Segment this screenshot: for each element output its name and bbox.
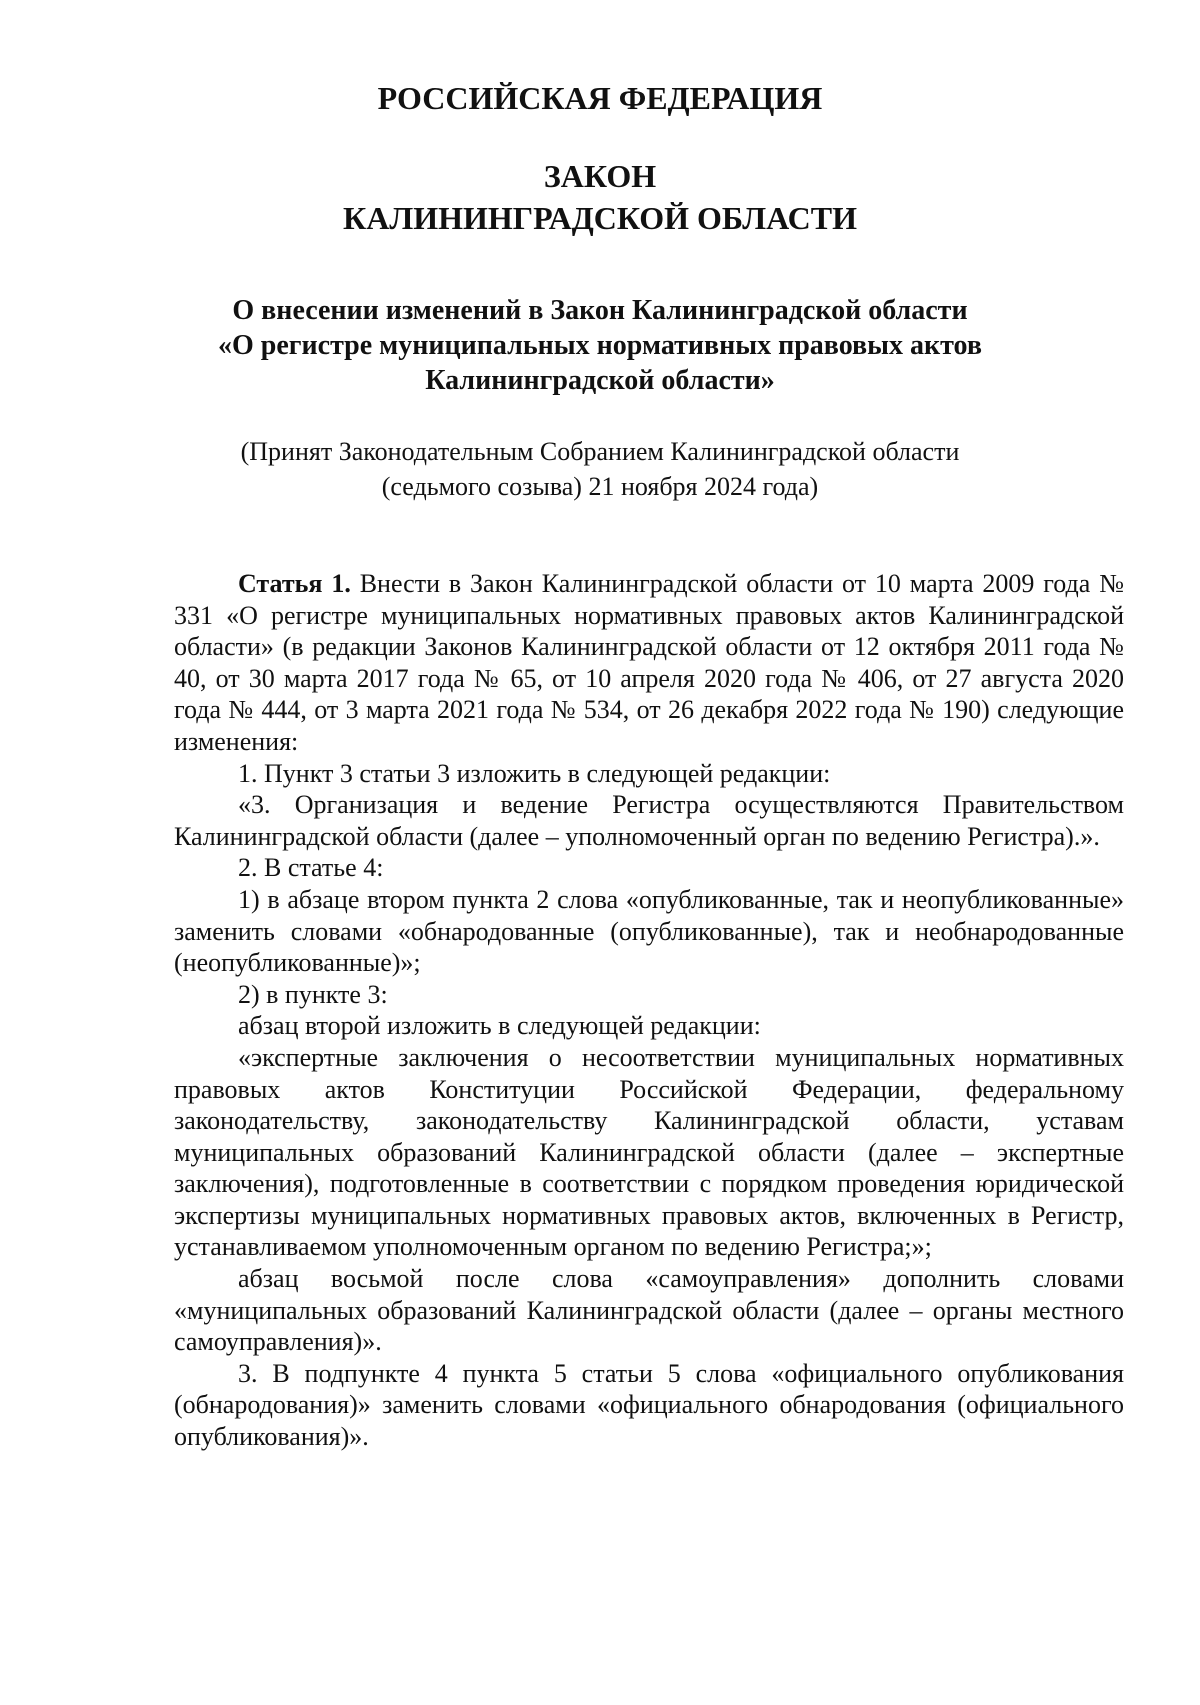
item-1-text: «3. Организация и ведение Регистра осуществляются Правительством Калининградской области (далее – уполномоченный орган по ведению Регистра).». [174, 790, 1124, 851]
law-subject-line-2: «О регистре муниципальных нормативных правовых актов [218, 330, 982, 361]
law-subject-line-1: О внесении изменений в Закон Калининградской области [232, 295, 968, 326]
item-2-subitem-2-paragraph-a: абзац второй изложить в следующей редакции: [238, 1011, 761, 1041]
country-name: РОССИЙСКАЯ ФЕДЕРАЦИЯ [377, 80, 823, 116]
item-1-heading: 1. Пункт 3 статьи 3 изложить в следующей редакции: [238, 758, 831, 788]
adoption-note-line-2: (седьмого созыва) 21 ноября 2024 года) [381, 472, 819, 501]
item-2-subitem-2: 2) в пункте 3: [238, 979, 388, 1009]
article-1-intro-text: Внести в Закон Калининградской области от 10 марта 2009 года № 331 «О регистре муниципальных нормативных правовых актов Калининградской области» (в редакции Законов Калининградской области от 12 октября 2011 года № 40, от 30 марта 2017 года № 65, от 10 апреля 2020 года № 406, от 27 августа 2020 года № 444, от 3 марта 2021 года № 534, от 26 декабря 2022 года № 190) следующие изменения: [174, 569, 1125, 756]
item-3-text: 3. В подпункте 4 пункта 5 статьи 5 слова «официального опубликования (обнародования)» заменить словами «официального обнародования (официального опубликования)». [174, 1358, 1124, 1452]
adoption-note [0, 434, 1200, 504]
item-2-heading: 2. В статье 4: [238, 853, 384, 883]
law-title [0, 155, 1200, 239]
adoption-note-line-1: (Принят Законодательным Собранием Калининградской области [240, 437, 960, 466]
law-subject-line-3: Калининградской области» [425, 365, 775, 396]
article-1-intro-paragraph [174, 568, 1124, 758]
law-title-line-1: ЗАКОН [543, 158, 657, 194]
law-subject [0, 293, 1200, 398]
item-2-subitem-2-paragraph-b: абзац восьмой после слова «самоуправления» дополнить словами «муниципальных образований Калининградской области (далее – органы местного самоуправления)». [174, 1264, 1124, 1357]
item-2-subitem-2-paragraph-a-text: «экспертные заключения о несоответствии муниципальных нормативных правовых актов Конституции Российской Федерации, федеральному законодательству, законодательству Калининградской области, уставам муниципальных образований Калининградской области (далее – экспертные заключения), подготовленные в соответствии с порядком проведения юридической экспертизы муниципальных нормативных правовых актов, включенных в Регистр, устанавливаемом уполномоченным органом по ведению Регистра;»; [174, 1042, 1124, 1262]
law-title-line-2: КАЛИНИНГРАДСКОЙ ОБЛАСТИ [343, 200, 857, 236]
article-1-body [174, 568, 1124, 1453]
article-label: Статья 1. [238, 569, 351, 598]
country-heading [0, 78, 1200, 118]
item-2-subitem-1: 1) в абзаце втором пункта 2 слова «опубликованные, так и неопубликованные» заменить словами «обнародованные (опубликованные), так и необнародованные (неопубликованные)»; [174, 884, 1124, 978]
